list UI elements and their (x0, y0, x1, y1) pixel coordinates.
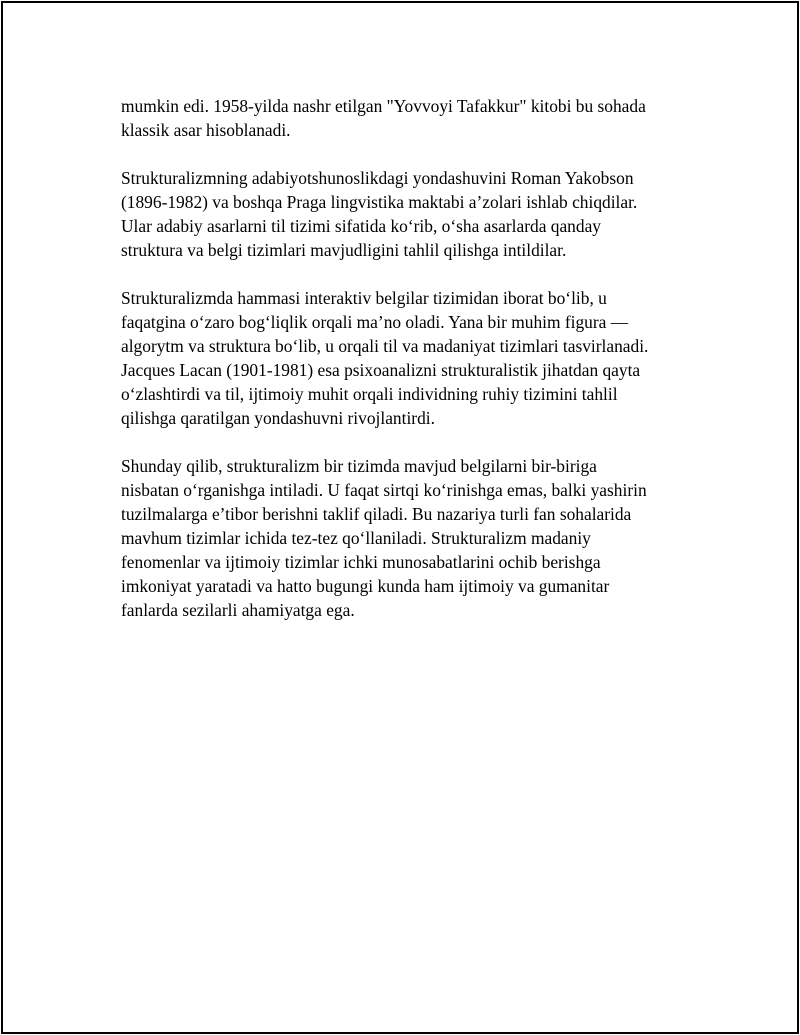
paragraph-line: qilishga qaratilgan yondashuvni rivojlantirdi. (121, 408, 435, 428)
paragraph-line: struktura va belgi tizimlari mavjudligini tahlil qilishga intildilar. (121, 240, 567, 260)
paragraph-line: o‘zlashtirdi va til, ijtimoiy muhit orqali individning ruhiy tizimini tahlil (121, 384, 618, 404)
paragraph-line: fenomenlar va ijtimoiy tizimlar ichki munosabatlarini ochib berishga (121, 552, 601, 572)
paragraph-line: imkoniyat yaratadi va hatto bugungi kunda ham ijtimoiy va gumanitar (121, 576, 610, 596)
paragraph-line: Jacques Lacan (1901-1981) esa psixoanalizni strukturalistik jihatdan qayta (121, 360, 641, 380)
paragraph-4 (121, 454, 701, 622)
paragraph-line: klassik asar hisoblanadi. (121, 120, 291, 140)
paragraph-line: nisbatan o‘rganishga intiladi. U faqat sirtqi ko‘rinishga emas, balki yashirin (121, 480, 647, 500)
paragraph-line: (1896-1982) va boshqa Praga lingvistika maktabi a’zolari ishlab chiqdilar. (121, 192, 638, 212)
paragraph-line: Shunday qilib, strukturalizm bir tizimda mavjud belgilarni bir-biriga (121, 456, 597, 476)
document-body (121, 94, 701, 646)
paragraph-line: algorytm va struktura bo‘lib, u orqali til va madaniyat tizimlari tasvirlanadi. (121, 336, 649, 356)
paragraph-line: tuzilmalarga e’tibor berishni taklif qiladi. Bu nazariya turli fan sohalarida (121, 504, 632, 524)
paragraph-line: mumkin edi. 1958-yilda nashr etilgan "Yovvoyi Tafakkur" kitobi bu sohada (121, 96, 646, 116)
paragraph-line: Strukturalizmning adabiyotshunoslikdagi yondashuvini Roman Yakobson (121, 168, 634, 188)
paragraph-line: Strukturalizmda hammasi interaktiv belgilar tizimidan iborat bo‘lib, u (121, 288, 607, 308)
paragraph-line: mavhum tizimlar ichida tez-tez qo‘llaniladi. Strukturalizm madaniy (121, 528, 591, 548)
paragraph-line: Ular adabiy asarlarni til tizimi sifatida ko‘rib, o‘sha asarlarda qanday (121, 216, 601, 236)
page-frame (1, 1, 799, 1034)
paragraph-1 (121, 94, 701, 142)
paragraph-line: faqatgina o‘zaro bog‘liqlik orqali ma’no oladi. Yana bir muhim figura — (121, 312, 629, 332)
paragraph-line: fanlarda sezilarli ahamiyatga ega. (121, 600, 355, 620)
paragraph-2 (121, 166, 701, 262)
paragraph-3 (121, 286, 701, 430)
